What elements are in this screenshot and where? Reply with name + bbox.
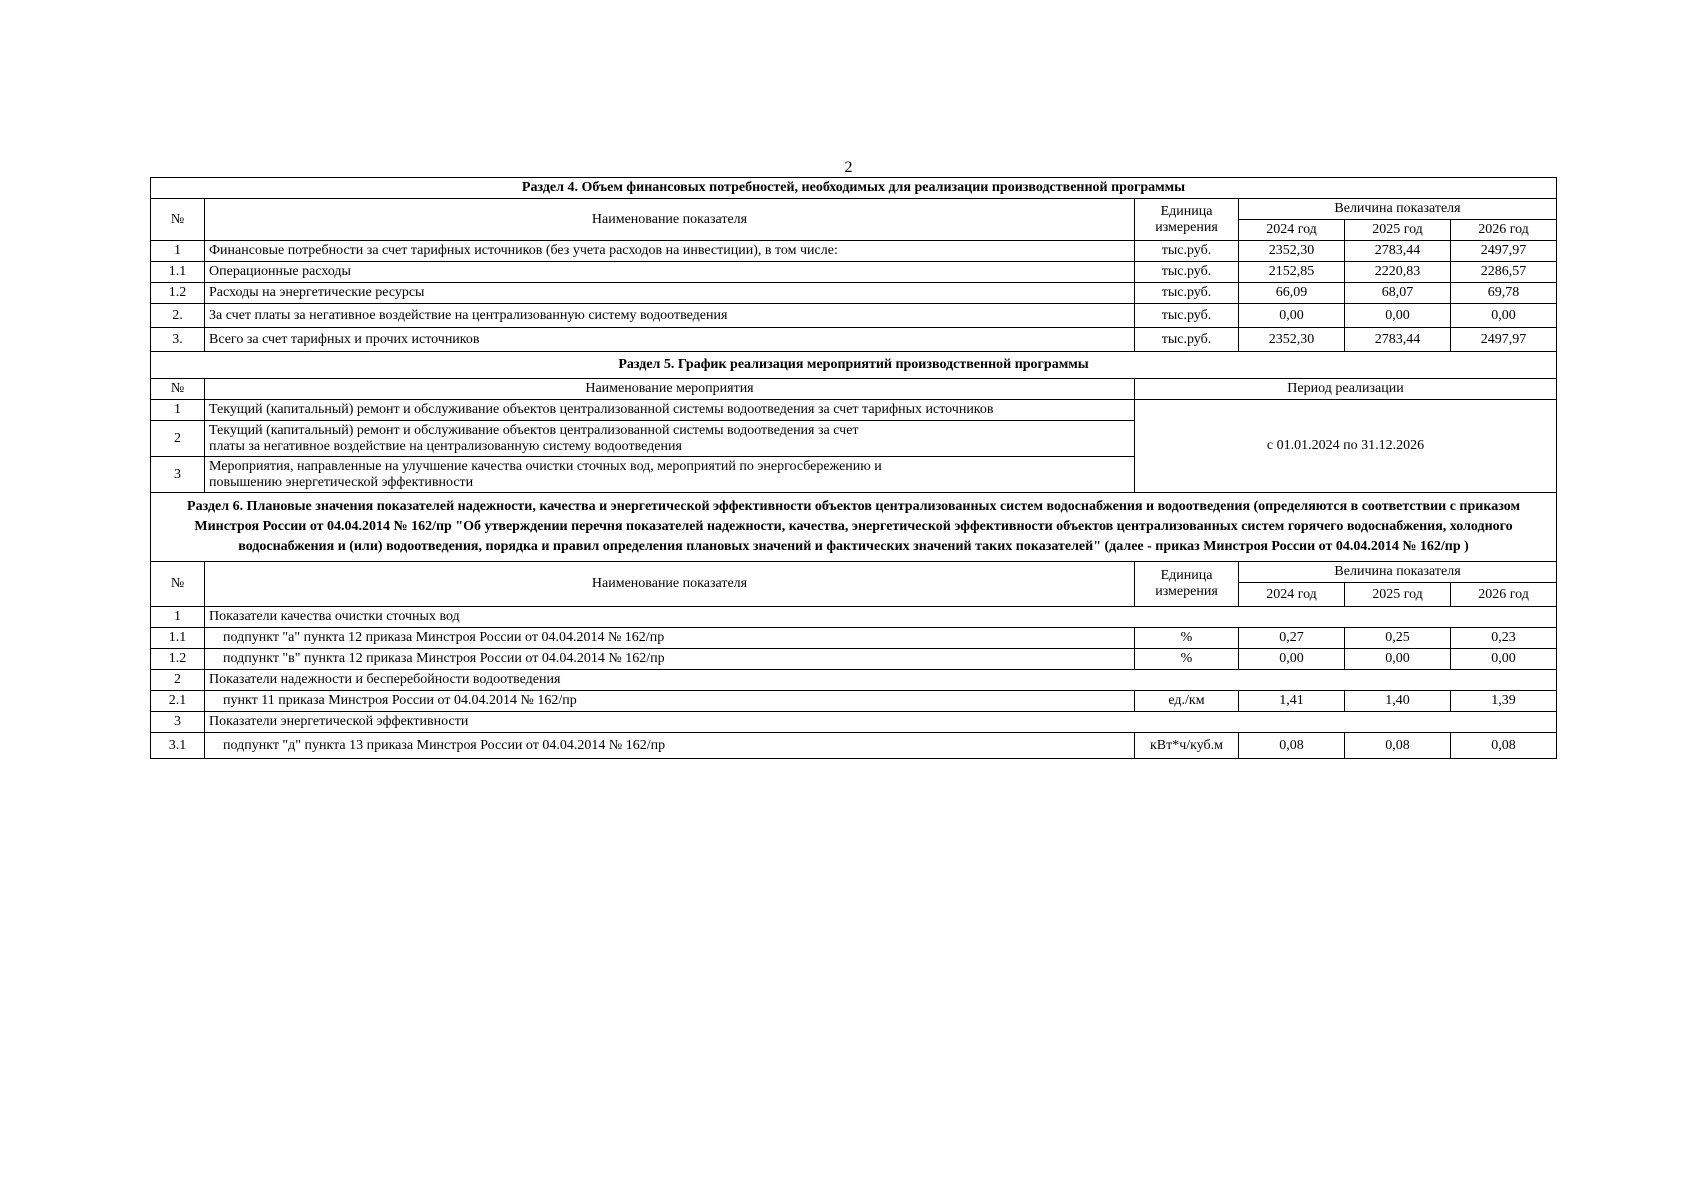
row-value: 2497,97 — [1451, 328, 1557, 352]
row-value: 68,07 — [1345, 283, 1451, 304]
table-row — [151, 262, 1557, 283]
row-unit: тыс.руб. — [1135, 283, 1239, 304]
row-number: 1.2 — [151, 283, 205, 304]
row-value: 2497,97 — [1451, 241, 1557, 262]
document-body — [150, 177, 1556, 759]
year-header: 2025 год — [1345, 220, 1451, 241]
row-name: пункт 11 приказа Минстроя России от 04.04.2014 № 162/пр — [205, 691, 1135, 712]
row-unit: % — [1135, 649, 1239, 670]
row-number: 3 — [151, 712, 205, 733]
year-header: 2026 год — [1451, 583, 1557, 607]
section4-title: Раздел 4. Объем финансовых потребностей, необходимых для реализации производственной программы — [151, 178, 1557, 199]
row-name: Операционные расходы — [205, 262, 1135, 283]
col-no-header: № — [151, 199, 205, 241]
row-value: 0,25 — [1345, 628, 1451, 649]
row-unit: тыс.руб. — [1135, 241, 1239, 262]
year-header: 2024 год — [1239, 220, 1345, 241]
group-row — [151, 712, 1557, 733]
row-number: 2. — [151, 304, 205, 328]
row-value: 0,08 — [1451, 733, 1557, 759]
table-row — [151, 400, 1557, 421]
row-value: 0,08 — [1239, 733, 1345, 759]
row-name: Текущий (капитальный) ремонт и обслуживание объектов централизованной системы водоотведения за счет тарифных источников — [205, 400, 1135, 421]
col-no-header: № — [151, 562, 205, 607]
row-value: 2152,85 — [1239, 262, 1345, 283]
row-number: 3 — [151, 457, 205, 493]
group-row — [151, 607, 1557, 628]
row-name: Расходы на энергетические ресурсы — [205, 283, 1135, 304]
row-value: 2783,44 — [1345, 328, 1451, 352]
row-name: Финансовые потребности за счет тарифных источников (без учета расходов на инвестиции), в том числе: — [205, 241, 1135, 262]
row-name: За счет платы за негативное воздействие на централизованную систему водоотведения — [205, 304, 1135, 328]
row-value: 2783,44 — [1345, 241, 1451, 262]
col-name-header: Наименование показателя — [205, 199, 1135, 241]
group-name: Показатели энергетической эффективности — [205, 712, 1557, 733]
group-name: Показатели надежности и бесперебойности водоотведения — [205, 670, 1557, 691]
row-number: 1.1 — [151, 262, 205, 283]
row-value: 0,00 — [1451, 304, 1557, 328]
section5-title: Раздел 5. График реализация мероприятий производственной программы — [151, 352, 1557, 379]
row-value: 2352,30 — [1239, 241, 1345, 262]
row-number: 3.1 — [151, 733, 205, 759]
year-header: 2025 год — [1345, 583, 1451, 607]
col-unit-header: Единица измерения — [1135, 199, 1239, 241]
table-row — [151, 304, 1557, 328]
row-value: 0,08 — [1345, 733, 1451, 759]
table-row — [151, 283, 1557, 304]
row-value: 0,00 — [1239, 649, 1345, 670]
row-name: подпункт "а" пункта 12 приказа Минстроя России от 04.04.2014 № 162/пр — [205, 628, 1135, 649]
section6-table — [150, 492, 1557, 759]
page-number: 2 — [844, 159, 853, 176]
row-value: 1,39 — [1451, 691, 1557, 712]
row-value: 1,41 — [1239, 691, 1345, 712]
col-value-header: Величина показателя — [1239, 562, 1557, 583]
col-period-header: Период реализации — [1135, 379, 1557, 400]
row-value: 2286,57 — [1451, 262, 1557, 283]
row-name: Мероприятия, направленные на улучшение качества очистки сточных вод, мероприятий по энергосбережению и повышению энергетической эффективности — [205, 457, 1135, 493]
row-number: 1.1 — [151, 628, 205, 649]
section6-title: Раздел 6. Плановые значения показателей надежности, качества и энергетической эффективности объектов централизованных систем водоснабжения и водоотведения (определяются в соответствии с приказом Минстроя России от 04.04.2014 № 162/пр "Об утверждении перечня показателей надежности, качества, энергетической эффективности объектов централизованных систем горячего водоснабжения, холодного водоснабжения и (или) водоотведения, порядка и правил определения плановых значений и фактических значений таких показателей" (далее - приказ Минстроя России от 04.04.2014 № 162/пр ) — [151, 493, 1557, 562]
col-no-header: № — [151, 379, 205, 400]
row-value: 69,78 — [1451, 283, 1557, 304]
row-name: Всего за счет тарифных и прочих источников — [205, 328, 1135, 352]
row-number: 1 — [151, 607, 205, 628]
group-row — [151, 670, 1557, 691]
year-header: 2026 год — [1451, 220, 1557, 241]
row-unit: тыс.руб. — [1135, 328, 1239, 352]
row-value: 1,40 — [1345, 691, 1451, 712]
row-value: 2352,30 — [1239, 328, 1345, 352]
row-value: 66,09 — [1239, 283, 1345, 304]
section5-table — [150, 351, 1557, 493]
section4-table — [150, 177, 1557, 352]
row-unit: тыс.руб. — [1135, 262, 1239, 283]
group-name: Показатели качества очистки сточных вод — [205, 607, 1557, 628]
col-name-header: Наименование показателя — [205, 562, 1135, 607]
table-row — [151, 649, 1557, 670]
table-row — [151, 328, 1557, 352]
row-value: 0,00 — [1345, 304, 1451, 328]
row-value: 0,27 — [1239, 628, 1345, 649]
row-value: 0,23 — [1451, 628, 1557, 649]
year-header: 2024 год — [1239, 583, 1345, 607]
row-unit: % — [1135, 628, 1239, 649]
period-value: с 01.01.2024 по 31.12.2026 — [1135, 400, 1557, 493]
row-name: подпункт "д" пункта 13 приказа Минстроя России от 04.04.2014 № 162/пр — [205, 733, 1135, 759]
row-unit: тыс.руб. — [1135, 304, 1239, 328]
row-value: 0,00 — [1451, 649, 1557, 670]
col-value-header: Величина показателя — [1239, 199, 1557, 220]
table-row — [151, 628, 1557, 649]
row-name: подпункт "в" пункта 12 приказа Минстроя России от 04.04.2014 № 162/пр — [205, 649, 1135, 670]
row-value: 0,00 — [1239, 304, 1345, 328]
row-number: 2 — [151, 670, 205, 691]
col-unit-header: Единица измерения — [1135, 562, 1239, 607]
row-number: 2.1 — [151, 691, 205, 712]
row-number: 3. — [151, 328, 205, 352]
col-name-header: Наименование мероприятия — [205, 379, 1135, 400]
row-number: 1 — [151, 400, 205, 421]
table-row — [151, 733, 1557, 759]
row-value: 2220,83 — [1345, 262, 1451, 283]
table-row — [151, 241, 1557, 262]
row-number: 1.2 — [151, 649, 205, 670]
row-number: 1 — [151, 241, 205, 262]
row-number: 2 — [151, 421, 205, 457]
row-unit: ед./км — [1135, 691, 1239, 712]
row-unit: кВт*ч/куб.м — [1135, 733, 1239, 759]
row-value: 0,00 — [1345, 649, 1451, 670]
row-name: Текущий (капитальный) ремонт и обслуживание объектов централизованной системы водоотведения за счет платы за негативное воздействие на централизованную систему водоотведения — [205, 421, 1135, 457]
table-row — [151, 691, 1557, 712]
